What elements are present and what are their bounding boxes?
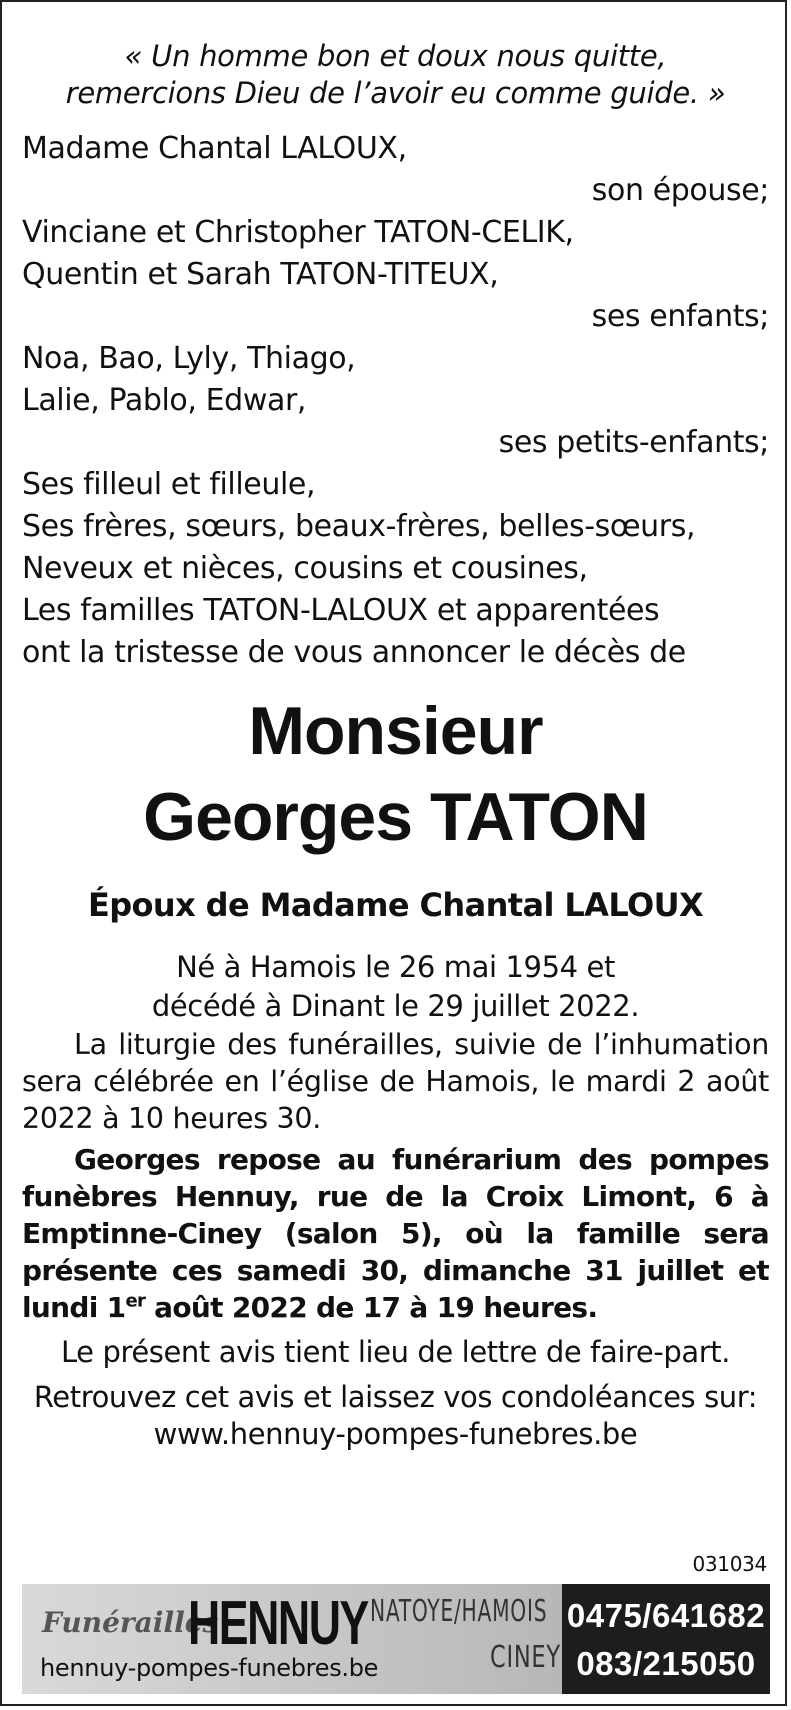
family-line: son épouse;	[591, 173, 769, 208]
condolences-block	[22, 1379, 769, 1453]
spouse-line: Époux de Madame Chantal LALOUX	[87, 886, 704, 924]
family-line: ses petits-enfants;	[498, 425, 769, 460]
condolences-url[interactable]: www.hennuy-pompes-funebres.be	[153, 1417, 638, 1451]
family-line: Lalie, Pablo, Edwar,	[22, 383, 307, 418]
reference-number: 031034	[692, 1552, 767, 1576]
family-line: Ses filleul et filleule,	[22, 467, 316, 502]
visitation-text: Georges repose au funérarium des pompes funèbres Hennuy, rue de la Croix Limont, 6 à Emptinne-Ciney (salon 5), où la famille sera présente ces samedi 30, dimanche 31 juillet et lundi 1	[22, 1143, 769, 1324]
quote-line-2: remercions Dieu de l’avoir eu comme guide. »	[65, 76, 726, 110]
family-list	[22, 128, 769, 674]
phone-box	[562, 1584, 770, 1694]
life-dates	[22, 948, 769, 1026]
birth-line: Né à Hamois le 26 mai 1954 et	[176, 950, 615, 984]
quote-line-1: « Un homme bon et doux nous quitte,	[124, 39, 667, 73]
death-line: décédé à Dinant le 29 juillet 2022.	[151, 989, 640, 1023]
visitation-superscript: er	[125, 1290, 146, 1312]
opening-quote	[22, 38, 769, 112]
condolences-line: Retrouvez cet avis et laissez vos condoléances sur:	[33, 1380, 758, 1414]
family-line: Les familles TATON-LALOUX et apparentées	[22, 593, 660, 628]
family-line: ses enfants;	[591, 299, 769, 334]
notice-body	[22, 38, 769, 1453]
visitation-paragraph	[22, 1141, 769, 1326]
banner-location-ciney: CINEY	[490, 1640, 561, 1675]
family-line: Neveux et nièces, cousins et cousines,	[22, 551, 588, 586]
family-line: ont la tristesse de vous annoncer le décès de	[22, 635, 686, 670]
brand-logo: HENNUY	[188, 1589, 368, 1658]
banner-website[interactable]: hennuy-pompes-funebres.be	[40, 1654, 379, 1682]
funeral-home-banner	[22, 1584, 770, 1694]
phone-2[interactable]: 083/215050	[576, 1645, 756, 1682]
deceased-title: Monsieur	[248, 693, 543, 769]
banner-locations: NATOYE/HAMOIS	[370, 1594, 548, 1629]
banner-label: Funérailles	[42, 1606, 219, 1639]
family-line: Madame Chantal LALOUX,	[22, 131, 407, 166]
family-line: Quentin et Sarah TATON-TITEUX,	[22, 257, 499, 292]
visitation-text-end: août 2022 de 17 à 19 heures.	[145, 1291, 598, 1324]
family-line: Noa, Bao, Lyly, Thiago,	[22, 341, 356, 376]
phone-1[interactable]: 0475/641682	[566, 1597, 766, 1634]
family-line: Ses frères, sœurs, beaux-frères, belles-sœurs,	[22, 509, 696, 544]
family-line: Vinciane et Christopher TATON-CELIK,	[22, 215, 574, 250]
notice-statement: Le présent avis tient lieu de lettre de faire-part.	[60, 1335, 731, 1369]
deceased-name-block	[22, 688, 769, 860]
deceased-name: Georges TATON	[143, 779, 648, 855]
liturgy-paragraph: La liturgie des funérailles, suivie de l’inhumation sera célébrée en l’église de Hamois, le mardi 2 août 2022 à 10 heures 30.	[22, 1028, 769, 1135]
